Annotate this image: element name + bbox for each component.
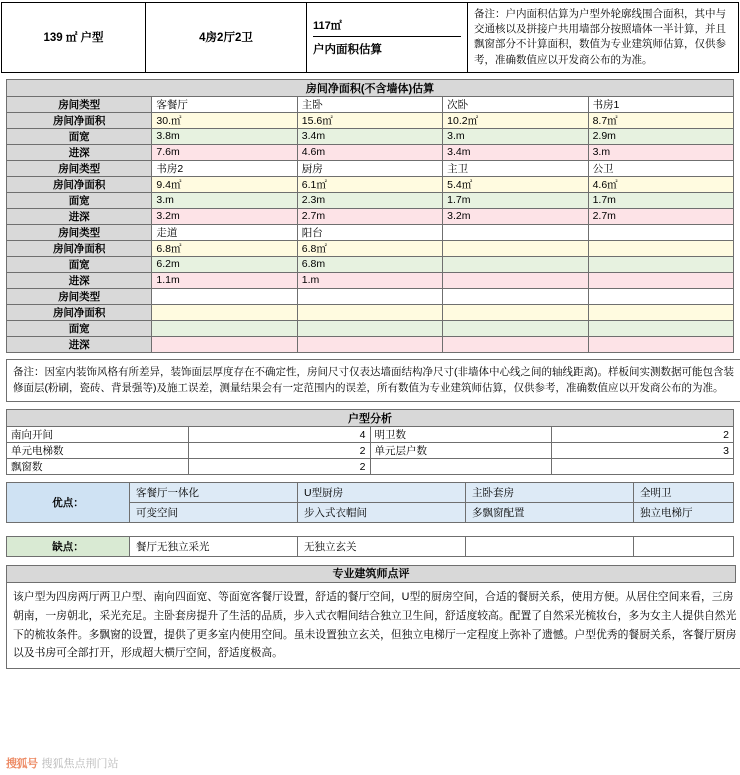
cell: 可变空间 bbox=[130, 503, 298, 523]
cell: 6.8㎡ bbox=[297, 240, 442, 256]
row-label-depth: 进深 bbox=[7, 144, 152, 160]
measurement-note: 备注：因室内装饰风格有所差异，装饰面层厚度存在不确定性，房间尺寸仅表达墙面结构净尺寸(非墙体中心线之间的轴线距离)。样板间实测数据可能包含装修面层(粉刷，瓷砖、背景强等)及施工误差，测量结果会有一定范围内的误差，所有数值为专业建筑师估算，仅供参考，准确数值应以开发商公布的为准。 bbox=[6, 359, 740, 403]
cell: 3 bbox=[552, 443, 734, 459]
cell bbox=[443, 320, 588, 336]
cell bbox=[152, 304, 297, 320]
cell: 3.m bbox=[588, 144, 733, 160]
cell bbox=[443, 256, 588, 272]
cell bbox=[443, 304, 588, 320]
table-row bbox=[7, 336, 734, 352]
cell: 单元层户数 bbox=[370, 443, 552, 459]
pros-label: 优点： bbox=[7, 483, 130, 523]
row-label-area: 房间净面积 bbox=[7, 176, 152, 192]
cell: 客餐厅一体化 bbox=[130, 483, 298, 503]
row-label-type: 房间类型 bbox=[7, 160, 152, 176]
cell: 餐厅无独立采光 bbox=[130, 537, 298, 557]
cell: 2 bbox=[552, 427, 734, 443]
cell: 步入式衣帽间 bbox=[298, 503, 466, 523]
row-label-type: 房间类型 bbox=[7, 224, 152, 240]
unit-type-cell: 139 ㎡ 户型 bbox=[2, 3, 146, 73]
cell bbox=[588, 320, 733, 336]
table-row bbox=[7, 240, 734, 256]
row-label-area: 房间净面积 bbox=[7, 304, 152, 320]
row-label-depth: 进深 bbox=[7, 272, 152, 288]
cell: 8.7㎡ bbox=[588, 112, 733, 128]
cell: 2.7m bbox=[297, 208, 442, 224]
room-area-table bbox=[6, 79, 734, 353]
cell: 3.m bbox=[152, 192, 297, 208]
row-label-area: 房间净面积 bbox=[7, 112, 152, 128]
cell bbox=[443, 336, 588, 352]
cell bbox=[297, 320, 442, 336]
inner-area-cell bbox=[307, 3, 468, 73]
cell: 2.3m bbox=[297, 192, 442, 208]
cell: 1.1m bbox=[152, 272, 297, 288]
cell: 1.7m bbox=[588, 192, 733, 208]
cell: 3.2m bbox=[152, 208, 297, 224]
cell bbox=[588, 256, 733, 272]
cell: 南向开间 bbox=[7, 427, 189, 443]
cell: 3.8m bbox=[152, 128, 297, 144]
cell: 无独立玄关 bbox=[298, 537, 466, 557]
cell bbox=[297, 304, 442, 320]
cell: 5.4㎡ bbox=[443, 176, 588, 192]
row-label-width: 面宽 bbox=[7, 128, 152, 144]
row-label-type: 房间类型 bbox=[7, 96, 152, 112]
cell: 10.2㎡ bbox=[443, 112, 588, 128]
page bbox=[0, 2, 740, 775]
cell: 全明卫 bbox=[634, 483, 734, 503]
table-row bbox=[7, 96, 734, 112]
cell: 走道 bbox=[152, 224, 297, 240]
header-remark: 备注：户内面积估算为户型外轮廓线围合面积，其中与交通核以及拼接户共用墙部分按照墙体一半计算，并且飘窗部分不计算面积，数值为专业建筑师估算，仅供参考，准确数值应以开发商公布的为准。 bbox=[468, 3, 739, 73]
row-label-width: 面宽 bbox=[7, 192, 152, 208]
cell: 厨房 bbox=[297, 160, 442, 176]
cell bbox=[588, 224, 733, 240]
cell: 15.6㎡ bbox=[297, 112, 442, 128]
cell: 30.㎡ bbox=[152, 112, 297, 128]
table-row bbox=[7, 224, 734, 240]
cell: 6.8㎡ bbox=[152, 240, 297, 256]
table-row bbox=[7, 459, 734, 475]
cell: 书房1 bbox=[588, 96, 733, 112]
watermark bbox=[6, 755, 119, 771]
cell: 1.7m bbox=[443, 192, 588, 208]
cell: 7.6m bbox=[152, 144, 297, 160]
cell: 单元电梯数 bbox=[7, 443, 189, 459]
table-row bbox=[7, 427, 734, 443]
cell bbox=[443, 224, 588, 240]
row-label-width: 面宽 bbox=[7, 256, 152, 272]
table-row bbox=[7, 537, 734, 557]
cell: 1.m bbox=[297, 272, 442, 288]
cell: 6.1㎡ bbox=[297, 176, 442, 192]
table-row bbox=[7, 128, 734, 144]
cell bbox=[588, 336, 733, 352]
cell: 2.7m bbox=[588, 208, 733, 224]
cell bbox=[588, 272, 733, 288]
header-table bbox=[1, 2, 739, 73]
cell bbox=[634, 537, 734, 557]
table-row bbox=[7, 443, 734, 459]
cell: 6.8m bbox=[297, 256, 442, 272]
row-label-type: 房间类型 bbox=[7, 288, 152, 304]
table-row bbox=[7, 176, 734, 192]
cell: 独立电梯厅 bbox=[634, 503, 734, 523]
watermark-text: 搜狐焦点荆门站 bbox=[41, 758, 119, 770]
cell bbox=[443, 240, 588, 256]
row-label-area: 房间净面积 bbox=[7, 240, 152, 256]
room-table-title: 房间净面积(不含墙体)估算 bbox=[7, 79, 734, 96]
table-row bbox=[7, 192, 734, 208]
table-row bbox=[7, 208, 734, 224]
table-row bbox=[7, 272, 734, 288]
cell bbox=[297, 336, 442, 352]
cell bbox=[370, 459, 552, 475]
table-row bbox=[7, 288, 734, 304]
cell bbox=[443, 272, 588, 288]
table-row bbox=[7, 112, 734, 128]
cell: 多飘窗配置 bbox=[466, 503, 634, 523]
cell: 3.4m bbox=[443, 144, 588, 160]
cell: 4 bbox=[188, 427, 370, 443]
cell: 4.6m bbox=[297, 144, 442, 160]
table-row bbox=[7, 320, 734, 336]
cell bbox=[466, 537, 634, 557]
pros-table bbox=[6, 482, 734, 523]
cell: 次卧 bbox=[443, 96, 588, 112]
table-row bbox=[7, 256, 734, 272]
table-row bbox=[7, 304, 734, 320]
cell: 2 bbox=[188, 443, 370, 459]
cell: 主卫 bbox=[443, 160, 588, 176]
analysis-title: 户型分析 bbox=[7, 410, 734, 427]
cell: 2 bbox=[188, 459, 370, 475]
cell: 书房2 bbox=[152, 160, 297, 176]
cell: U型厨房 bbox=[298, 483, 466, 503]
cell bbox=[152, 336, 297, 352]
cell: 3.2m bbox=[443, 208, 588, 224]
cell: 公卫 bbox=[588, 160, 733, 176]
row-label-depth: 进深 bbox=[7, 208, 152, 224]
table-row bbox=[7, 160, 734, 176]
cell bbox=[588, 240, 733, 256]
cell bbox=[443, 288, 588, 304]
cell: 飘窗数 bbox=[7, 459, 189, 475]
cell: 3.m bbox=[443, 128, 588, 144]
cell: 9.4㎡ bbox=[152, 176, 297, 192]
analysis-table bbox=[6, 409, 734, 475]
layout-cell: 4房2厅2卫 bbox=[146, 3, 307, 73]
cell: 主卧 bbox=[297, 96, 442, 112]
review-body: 该户型为四房两厅两卫户型、南向四面宽、等面宽客餐厅设置，舒适的餐厅空间，U型的厨房空间，合适的餐厨关系，使用方便。从居住空间来看，三房朝南，一房朝北，采光充足。主卧套房提升了生活的品质，步入式衣帽间结合独立卫生间，舒适度较高。配置了自然采光梳妆台，多为女主人提供自然光下的梳妆条件。多飘窗的设置，提供了更多室内使用空间。虽未设置独立玄关，但独立电梯厅一定程度上弥补了遗憾。户型优秀的餐厨关系，客餐厅厨房以及书房可全部打开，形成超大横厅空间，舒适度极高。 bbox=[6, 583, 740, 668]
cell bbox=[588, 304, 733, 320]
cell: 6.2m bbox=[152, 256, 297, 272]
spacer bbox=[0, 523, 740, 529]
cell: 3.4m bbox=[297, 128, 442, 144]
review-title: 专业建筑师点评 bbox=[6, 565, 736, 583]
inner-area-label: 户内面积估算 bbox=[313, 44, 382, 57]
cell: 主卧套房 bbox=[466, 483, 634, 503]
cell bbox=[152, 320, 297, 336]
cell: 阳台 bbox=[297, 224, 442, 240]
row-label-depth: 进深 bbox=[7, 336, 152, 352]
cell: 客餐厅 bbox=[152, 96, 297, 112]
cons-table bbox=[6, 536, 734, 557]
cons-label: 缺点： bbox=[7, 537, 130, 557]
row-label-width: 面宽 bbox=[7, 320, 152, 336]
cell: 2.9m bbox=[588, 128, 733, 144]
cell bbox=[297, 288, 442, 304]
cell: 明卫数 bbox=[370, 427, 552, 443]
cell bbox=[552, 459, 734, 475]
table-row bbox=[7, 144, 734, 160]
sohu-logo: 搜狐号 bbox=[6, 758, 38, 770]
inner-area-value: 117㎡ bbox=[313, 17, 461, 37]
cell bbox=[152, 288, 297, 304]
table-row bbox=[7, 483, 734, 503]
cell bbox=[588, 288, 733, 304]
cell: 4.6㎡ bbox=[588, 176, 733, 192]
